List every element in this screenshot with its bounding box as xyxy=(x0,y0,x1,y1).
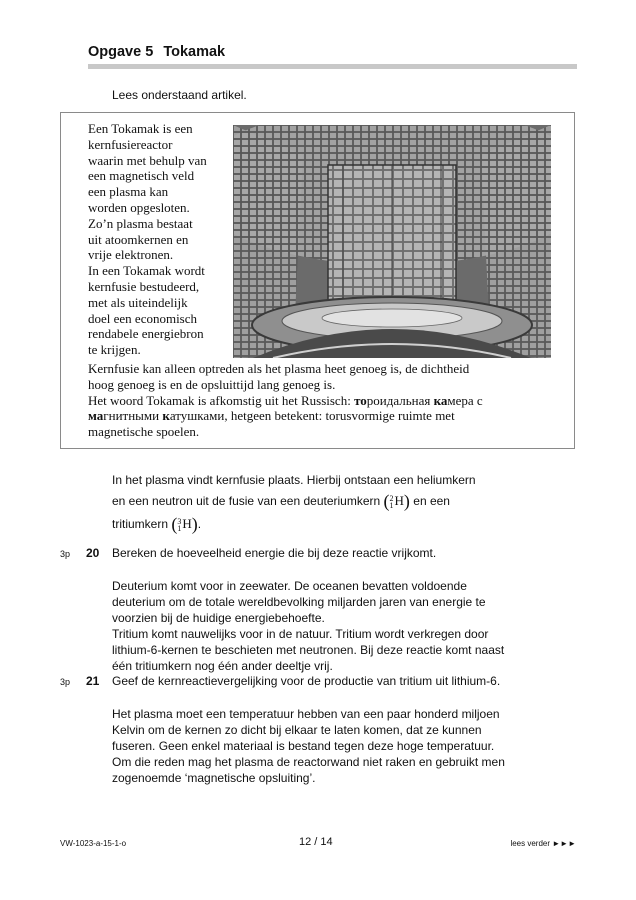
article-bottom-text xyxy=(88,361,568,440)
paragraph-line xyxy=(112,514,582,535)
article-line: Een Tokamak is een xyxy=(88,121,193,136)
deuterium-paragraph xyxy=(112,578,582,674)
paragraph-line: voorzien bij de huidige energiebehoefte. xyxy=(112,611,325,625)
article-line: hoog genoeg is en de opsluittijd lang genoeg is. xyxy=(88,376,336,392)
element-symbol: H xyxy=(182,516,192,532)
paragraph-line: zogenoemde ‘magnetische opsluiting’. xyxy=(112,771,316,785)
russian-intro: Het woord Tokamak is afkomstig uit het Russisch: xyxy=(88,392,355,408)
footer-continue-label: lees verder ►►► xyxy=(510,839,576,848)
paragraph-line: Het plasma moet een temperatuur hebben van een paar honderd miljoen xyxy=(112,707,500,721)
footer-exam-code: VW-1023-a-15-1-o xyxy=(60,839,127,848)
paragraph-text: en een xyxy=(413,494,450,508)
article-line: te krijgen. xyxy=(88,342,141,358)
intro-text: Lees onderstaand artikel. xyxy=(112,88,247,102)
paragraph-line: Om die reden mag het plasma de reactorwand niet raken en gebruikt men xyxy=(112,755,505,769)
russian-bold: то xyxy=(354,392,367,408)
paragraph-line: lithium-6-kernen te beschieten met neutronen. Bij deze reactie komt naast xyxy=(112,643,505,657)
paragraph-text: tritiumkern xyxy=(112,517,169,532)
paragraph-line: fuseren. Geen enkel materiaal is bestand tegen deze hoge temperatuur. xyxy=(112,739,495,753)
article-line: worden opgesloten. xyxy=(88,199,190,215)
tokamak-reactor-interior-photo-icon xyxy=(233,125,551,358)
article-line: een plasma kan xyxy=(88,184,169,200)
paragraph-line: Deuterium komt voor in zeewater. De oceanen bevatten voldoende xyxy=(112,579,467,593)
russian-translation: , hetgeen betekent: torusvormige ruimte met xyxy=(224,408,455,424)
question-number: 21 xyxy=(86,674,100,688)
russian-text: роидальная xyxy=(366,392,434,408)
footer-page-number: 12 / 14 xyxy=(299,836,333,848)
article-line: rendabele energiebron xyxy=(88,326,204,342)
tritium-atomic-number: 1 xyxy=(177,524,182,534)
article-line: doel een economisch xyxy=(88,310,198,326)
tritium-mass-number: 3 xyxy=(177,517,182,527)
article-box xyxy=(60,112,575,449)
russian-bold: ка xyxy=(433,392,448,408)
paragraph-text: en een neutron uit de fusie van een deuteriumkern xyxy=(112,494,381,508)
deuterium-atomic-number: 1 xyxy=(389,501,394,511)
article-russian-line xyxy=(88,393,568,409)
section-number: Opgave 5 xyxy=(88,44,154,60)
article-line: waarin met behulp van xyxy=(88,152,207,168)
tritium-symbol: (3 1H) xyxy=(171,514,198,535)
article-line: In een Tokamak wordt xyxy=(88,263,205,279)
article-line: een magnetisch veld xyxy=(88,168,195,184)
article-line: kernfusiereactor xyxy=(88,136,173,152)
question-text: Bereken de hoeveelheid energie die bij deze reactie vrijkomt. xyxy=(112,546,437,560)
question-points: 3p xyxy=(60,677,71,687)
question-text: Geef de kernreactievergelijking voor de productie van tritium uit lithium-6. xyxy=(112,674,501,688)
russian-text: мера с xyxy=(447,392,483,408)
russian-bold: к xyxy=(162,408,170,424)
russian-bold: ма xyxy=(88,408,104,424)
article-russian-line-2 xyxy=(88,408,568,424)
article-line: Kernfusie kan alleen optreden als het plasma heet genoeg is, de dichtheid xyxy=(88,361,470,376)
heading-rule xyxy=(88,64,577,69)
question-points: 3p xyxy=(60,549,71,559)
russian-text: гнитными xyxy=(103,408,163,424)
tokamak-photo xyxy=(233,125,551,358)
article-left-column xyxy=(88,121,233,358)
question-number: 20 xyxy=(86,546,100,560)
paragraph-line: deuterium om de totale wereldbevolking miljarden jaren van energie te xyxy=(112,595,486,609)
paragraph-line xyxy=(112,493,582,509)
section-title: Tokamak xyxy=(163,44,226,60)
deuterium-mass-number: 2 xyxy=(389,494,394,504)
paragraph-line: Tritium komt nauwelijks voor in de natuur. Tritium wordt verkregen door xyxy=(112,627,489,641)
russian-text: атушками xyxy=(169,408,225,424)
article-line: Zo’n plasma bestaat xyxy=(88,215,193,231)
paragraph-line: In het plasma vindt kernfusie plaats. Hierbij ontstaan een heliumkern xyxy=(112,473,476,487)
article-line: kernfusie bestudeerd, xyxy=(88,278,200,294)
article-line: met als uiteindelijk xyxy=(88,294,188,310)
article-line: vrije elektronen. xyxy=(88,247,174,263)
element-symbol: H xyxy=(394,493,404,508)
section-heading xyxy=(88,44,231,60)
deuterium-symbol: (2 1H) xyxy=(383,491,410,511)
plasma-paragraph xyxy=(112,706,582,786)
paragraph-line: één tritiumkern nog één ander deeltje vrij. xyxy=(112,659,333,673)
article-line: magnetische spoelen. xyxy=(88,424,200,440)
article-line: uit atoomkernen en xyxy=(88,231,189,247)
paragraph-text: . xyxy=(197,517,202,532)
fusion-paragraph xyxy=(112,472,582,535)
paragraph-line: Kelvin om de kernen zo dicht bij elkaar te laten komen, dat ze kunnen xyxy=(112,723,482,737)
